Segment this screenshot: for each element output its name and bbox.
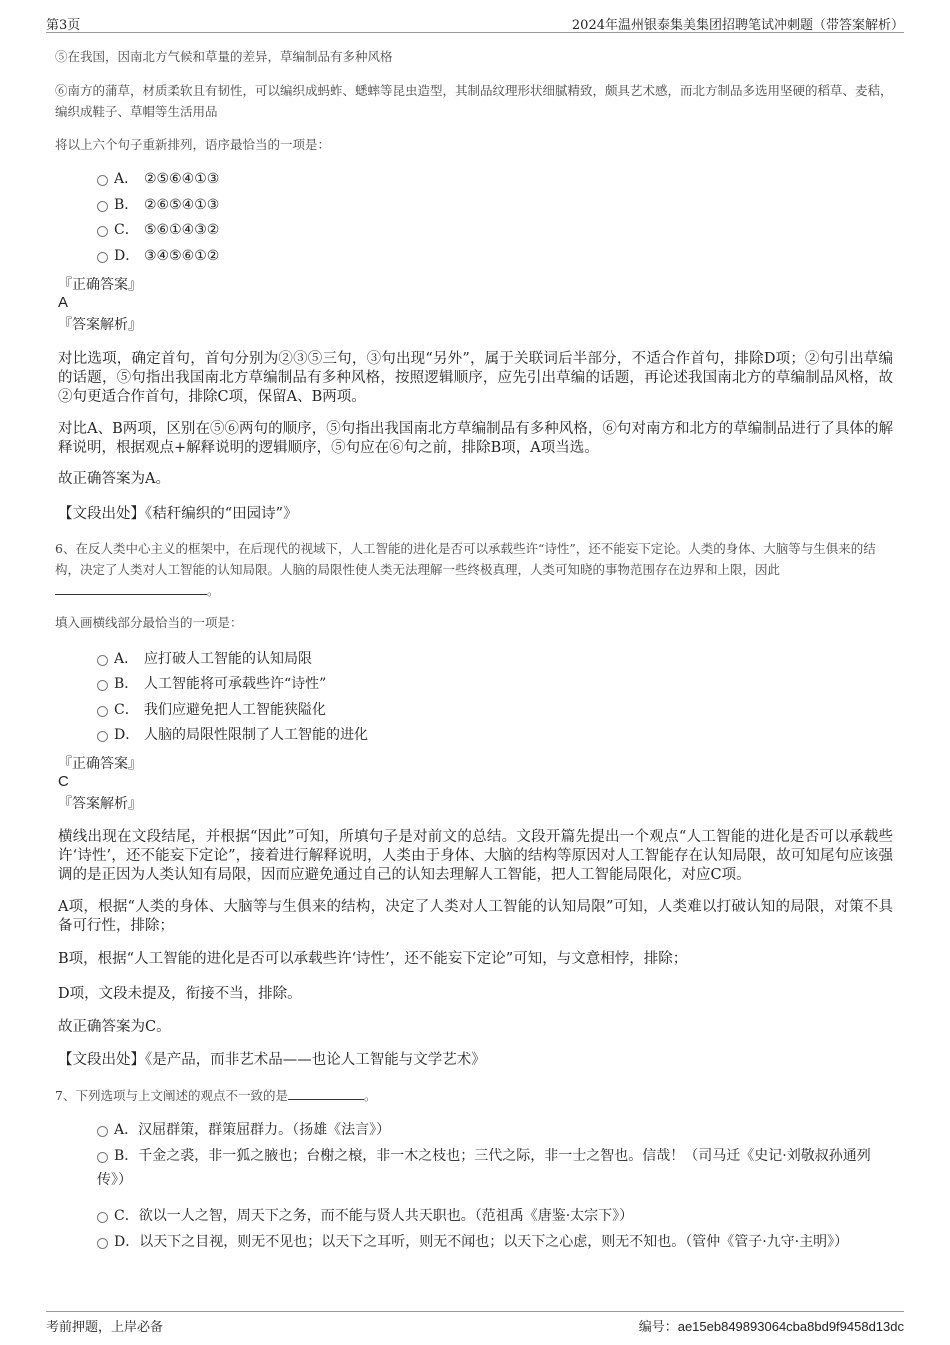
radio-icon[interactable] xyxy=(97,1212,108,1223)
radio-icon[interactable] xyxy=(97,1152,108,1163)
q6-analysis-label: 『答案解析』 xyxy=(58,796,142,812)
q7-option-d[interactable]: D．以天下之目视，则无不见也；以天下之耳听，则无不闻也；以天下之心虑，则无不知也。（管仲《管子·九守·主明》） xyxy=(97,1230,897,1254)
footer-slogan: 考前押题，上岸必备 xyxy=(46,1320,164,1335)
q6-source: 【文段出处】《是产品，而非艺术品——也论人工智能与文学艺术》 xyxy=(58,1052,486,1068)
q5-prompt: 将以上六个句子重新排列，语序最恰当的一项是： xyxy=(55,137,331,152)
radio-icon[interactable] xyxy=(97,226,108,237)
q7-stem: 7、下列选项与上文阐述的观点不一致的是 。 xyxy=(55,1088,377,1103)
page-number: 第3页 xyxy=(46,18,81,33)
q6-answer-label: 『正确答案』 xyxy=(58,756,142,772)
q6-option-d[interactable]: D． 人脑的局限性限制了人工智能的进化 xyxy=(97,723,368,748)
q5-option-a[interactable]: A． ②⑤⑥④①③ xyxy=(97,167,219,192)
q5-sentence-6: ⑥南方的蒲草，材质柔软且有韧性，可以编织成蚂蚱、蟋蟀等昆虫造型，其制品纹理形状细腻精致，颇具艺术感，而北方制品多选用坚硬的稻草、麦秸，编织成鞋子、草帽等生活用品 xyxy=(55,83,893,119)
q6-stem: 6、在反人类中心主义的框架中，在后现代的视域下，人工智能的进化是否可以承载些许“诗性”，还不能妄下定论。人类的身体、大脑等与生俱来的结构，决定了人类对人工智能的认知局限。人脑的局限性使人类无法理解一些终极真理，人类可知晓的事物范围存在边界和上限，因此。 xyxy=(55,541,876,598)
q6-analysis-p3: B项，根据“人工智能的进化是否可以承载些许‘诗性’，还不能妄下定论”可知，与文意相悖，排除； xyxy=(58,951,688,967)
q5-analysis-label: 『答案解析』 xyxy=(58,317,142,333)
radio-icon[interactable] xyxy=(97,680,108,691)
page-header xyxy=(46,12,904,33)
q5-option-c[interactable]: C． ⑤⑥①④③② xyxy=(97,218,219,243)
q5-option-b[interactable]: B． ②⑥⑤④①③ xyxy=(97,193,219,218)
fill-blank xyxy=(288,1087,364,1100)
q6-answer: C xyxy=(58,773,69,790)
document-code: 编号：ae15eb849893064cba8bd9f9458d13dc xyxy=(638,1319,904,1335)
q7-option-c[interactable]: C．欲以一人之智，周天下之务，而不能与贤人共天职也。（范祖禹《唐鉴·太宗下》） xyxy=(97,1204,897,1228)
radio-icon[interactable] xyxy=(97,201,108,212)
fill-blank xyxy=(55,582,207,595)
radio-icon[interactable] xyxy=(97,731,108,742)
radio-icon[interactable] xyxy=(97,1238,108,1249)
page-footer xyxy=(46,1311,904,1336)
q5-analysis-p3: 故正确答案为A。 xyxy=(58,471,170,487)
q5-analysis-p2: 对比A、B两项，区别在⑤⑥两句的顺序，⑤句指出我国南北方草编制品有多种风格，⑥句对南方和北方的草编制品进行了具体的解释说明，根据观点+解释说明的逻辑顺序，⑤句应在⑥句之前，排除B项，A项当选。 xyxy=(58,421,893,456)
radio-icon[interactable] xyxy=(97,706,108,717)
q6-option-c[interactable]: C． 我们应避免把人工智能狭隘化 xyxy=(97,698,326,723)
q5-option-d[interactable]: D． ③④⑤⑥①② xyxy=(97,244,219,269)
radio-icon[interactable] xyxy=(97,252,108,263)
q6-analysis-p2: A项，根据“人类的身体、大脑等与生俱来的结构，决定了人类对人工智能的认知局限”可知，人类难以打破认知的局限，对策不具备可行性，排除； xyxy=(58,899,893,934)
q6-analysis-p5: 故正确答案为C。 xyxy=(58,1019,171,1035)
document-title: 2024年温州银泰集美集团招聘笔试冲刺题（带答案解析） xyxy=(571,18,904,33)
q6-option-b[interactable]: B． 人工智能将可承载些许“诗性” xyxy=(97,672,326,697)
q6-prompt: 填入画横线部分最恰当的一项是： xyxy=(55,615,243,630)
q7-option-a[interactable]: A．汉屈群策，群策屈群力。（扬雄《法言》） xyxy=(97,1118,897,1142)
q5-analysis-p1: 对比选项，确定首句，首句分别为②③⑤三句，③句出现“另外”，属于关联词后半部分，不适合作首句，排除D项；②句引出草编的话题，⑤句指出我国南北方草编制品有多种风格，按照逻辑顺序，应先引出草编的话题，再论述我国南北方的草编制品风格，故②句更适合作首句，排除C项，保留A、B两项。 xyxy=(58,351,893,405)
q7-option-b[interactable]: B．千金之裘，非一狐之腋也；台榭之榱，非一木之枝也；三代之际，非一士之智也。信哉！（司马迁《史记·刘敬叔孙通列传》） xyxy=(97,1148,871,1188)
q6-option-a[interactable]: A． 应打破人工智能的认知局限 xyxy=(97,647,312,672)
q5-answer-label: 『正确答案』 xyxy=(58,277,142,293)
q5-source: 【文段出处】《秸秆编织的“田园诗”》 xyxy=(58,506,298,522)
q6-analysis-p1: 横线出现在文段结尾，并根据“因此”可知，所填句子是对前文的总结。文段开篇先提出一个观点“人工智能的进化是否可以承载些许‘诗性’，还不能妄下定论”，接着进行解释说明，人类由于身体、大脑的结构等原因对人工智能存在认知局限，故可知尾句应该强调的是正因为人类认知有局限，因而应避免通过自己的认知去理解人工智能，把人工智能局限化，对应C项。 xyxy=(58,829,893,883)
radio-icon[interactable] xyxy=(97,655,108,666)
q6-analysis-p4: D项，文段未提及，衔接不当，排除。 xyxy=(58,986,302,1002)
q5-sentence-5: ⑤在我国，因南北方气候和草量的差异，草编制品有多种风格 xyxy=(55,49,393,64)
radio-icon[interactable] xyxy=(97,1126,108,1137)
q5-answer: A xyxy=(58,294,69,311)
radio-icon[interactable] xyxy=(97,175,108,186)
